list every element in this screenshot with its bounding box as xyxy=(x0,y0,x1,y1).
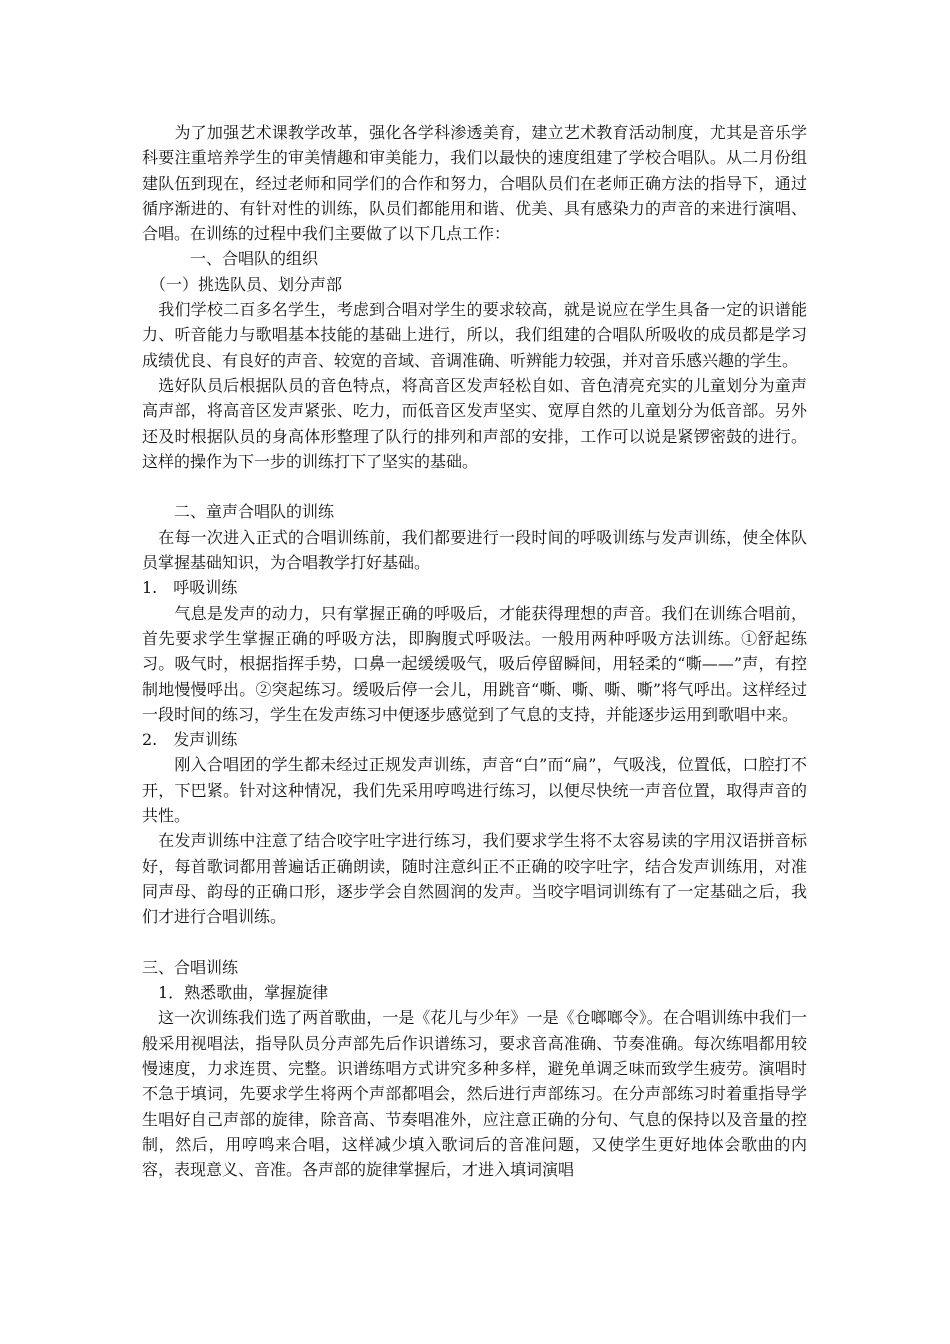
paragraph-vocalization: 刚入合唱团的学生都未经过正规发声训练，声音“白”而“扁”，气吸浅，位置低，口腔打不开，下巴紧。针对这种情况，我们先采用哼鸣进行练习，以便尽快统一声音位置，取得声音的共性。 xyxy=(142,755,807,826)
subheading-melody: 1．熟悉歌曲，掌握旋律 xyxy=(142,983,329,1003)
paragraph-member-selection: 我们学校二百多名学生，考虑到合唱对学生的要求较高，就是说应在学生具备一定的识谱能力、听音能力与歌唱基本技能的基础上进行，所以，我们组建的合唱队所吸收的成员都是学习成绩优良、有良好的声音、较宽的音域、音调准确、听辨能力较强，并对音乐感兴趣的学生。 xyxy=(142,300,807,370)
blank-line xyxy=(142,474,807,499)
heading-section-2: 二、童声合唱队的训练 xyxy=(142,502,335,522)
heading-section-3: 三、合唱训练 xyxy=(142,957,239,977)
subheading-breathing: 1. 呼吸训练 xyxy=(142,578,238,598)
heading-section-1: 一、合唱队的组织 xyxy=(142,249,319,269)
paragraph-voice-division: 选好队员后根据队员的音色特点，将高音区发声轻松自如、音色清亮充实的儿童划分为童声高声部，将高音区发声紧张、吃力，而低音区发声坚实、宽厚自然的儿童划分为低音部。另外还及时根据队员的身高体形整理了队行的排列和声部的安排，工作可以说是紧锣密鼓的进行。这样的操作为下一步的训练打下了坚实的基础。 xyxy=(142,375,807,471)
subheading-vocalization: 2. 发声训练 xyxy=(142,730,238,750)
paragraph-training-intro: 在每一次进入正式的合唱训练前，我们都要进行一段时间的呼吸训练与发声训练，使全体队员掌握基础知识，为合唱教学打好基础。 xyxy=(142,527,807,573)
paragraph-articulation: 在发声训练中注意了结合咬字吐字进行练习，我们要求学生将不太容易读的字用汉语拼音标好，每首歌词都用普遍话正确朗读，随时注意纠正不正确的咬字吐字，结合发声训练用，对准同声母、韵母的正确口形，逐步学会自然圆润的发声。当咬字唱词训练有了一定基础之后，我们才进行合唱训练。 xyxy=(142,831,807,927)
paragraph-chorus-training: 这一次训练我们选了两首歌曲，一是《花儿与少年》一是《仓啷啷令》。在合唱训练中我们一般采用视唱法，指导队员分声部先后作识谱练习，要求音高准确、节奏准确。每次练唱都用较慢速度，力求连贯、完整。识谱练唱方式讲究多种多样，避免单调乏味而致学生疲劳。演唱时不急于填词，先要求学生将两个声部都唱会，然后进行声部练习。在分声部练习时着重指导学生唱好自己声部的旋律，除音高、节奏唱准外，应注意正确的分句、气息的保持以及音量的控制，然后，用哼鸣来合唱，这样减少填入歌词后的音准问题，又使学生更好地体会歌曲的内容，表现意义、音准。各声部的旋律掌握后，才进入填词演唱 xyxy=(142,1008,807,1180)
paragraph-breathing: 气息是发声的动力，只有掌握正确的呼吸后，才能获得理想的声音。我们在训练合唱前，首先要求学生掌握正确的呼吸方法，即胸腹式呼吸法。一般用两种呼吸方法训练。①舒起练习。吸气时，根据指挥手势，口鼻一起缓缓吸气，吸后停留瞬间，用轻柔的“嘶——”声，有控制地慢慢呼出。②突起练习。缓吸后停一会儿，用跳音“嘶、嘶、嘶、嘶”将气呼出。这样经过一段时间的练习，学生在发声练习中便逐步感觉到了气息的支持，并能逐步运用到歌唱中来。 xyxy=(142,603,807,724)
document-body xyxy=(142,120,807,1182)
subheading-select-members: （一）挑选队员、划分声部 xyxy=(142,274,343,294)
paragraph-intro: 为了加强艺术课教学改革，强化各学科渗透美育，建立艺术教育活动制度，尤其是音乐学科要注重培养学生的审美情趣和审美能力，我们以最快的速度组建了学校合唱队。从二月份组建队伍到现在，经过老师和同学们的合作和努力，合唱队员们在老师正确方法的指导下，通过循序渐进的、有针对性的训练，队员们都能用和谐、优美、具有感染力的声音的来进行演唱、合唱。在训练的过程中我们主要做了以下几点工作： xyxy=(142,123,807,244)
blank-line xyxy=(142,930,807,955)
